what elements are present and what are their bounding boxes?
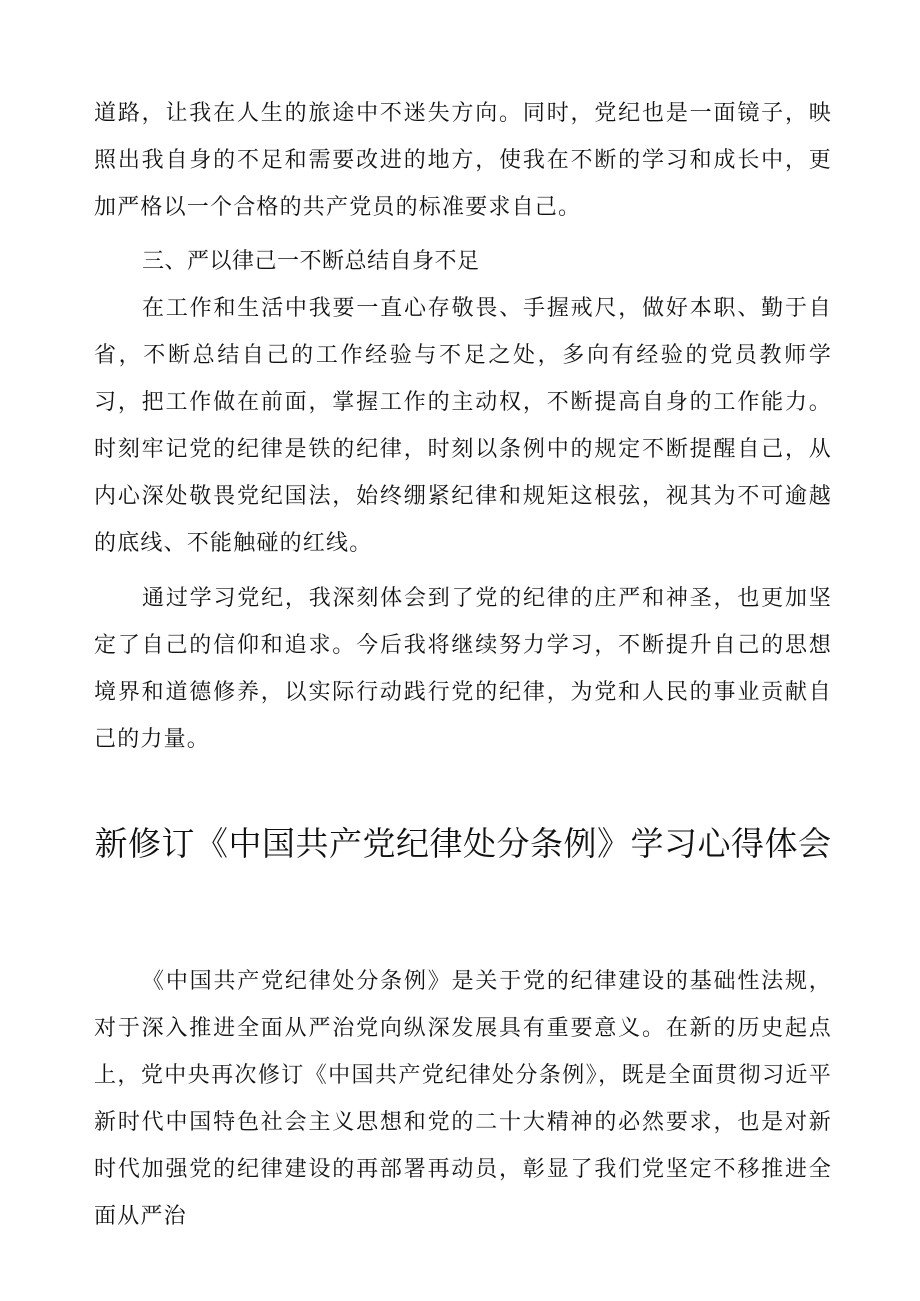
paragraph-continuation: 道路，让我在人生的旅途中不迷失方向。同时，党纪也是一面镜子，映照出我自身的不足和需要改进的地方，使我在不断的学习和成长中，更加严格以一个合格的共产党员的标准要求自己。	[94, 101, 832, 220]
paragraph-self-discipline: 在工作和生活中我要一直心存敬畏、手握戒尺，做好本职、勤于自省，不断总结自己的工作经验与不足之处，多向有经验的党员教师学习，把工作做在前面，掌握工作的主动权，不断提高自身的工作能力。时刻牢记党的纪律是铁的纪律，时刻以条例中的规定不断提醒自己，从内心深处敬畏党纪国法，始终绷紧纪律和规矩这根弦，视其为不可逾越的底线、不能触碰的红线。	[94, 296, 832, 556]
section-heading-3: 三、严以律己一不断总结自身不足	[142, 249, 480, 274]
article-title: 新修订《中国共产党纪律处分条例》学习心得体会	[94, 824, 832, 863]
article-paragraph-1: 《中国共产党纪律处分条例》是关于党的纪律建设的基础性法规，对于深入推进全面从严治党向纵深发展具有重要意义。在新的历史起点上，党中央再次修订《中国共产党纪律处分条例》，既是全面贯彻习近平新时代中国特色社会主义思想和党的二十大精神的必然要求，也是对新时代加强党的纪律建设的再部署再动员，彰显了我们党坚定不移推进全面从严治	[94, 969, 832, 1229]
paragraph-conclusion: 通过学习党纪，我深刻体会到了党的纪律的庄严和神圣，也更加坚定了自己的信仰和追求。今后我将继续努力学习，不断提升自己的思想境界和道德修养，以实际行动践行党的纪律，为党和人民的事业贡献自己的力量。	[94, 586, 832, 752]
